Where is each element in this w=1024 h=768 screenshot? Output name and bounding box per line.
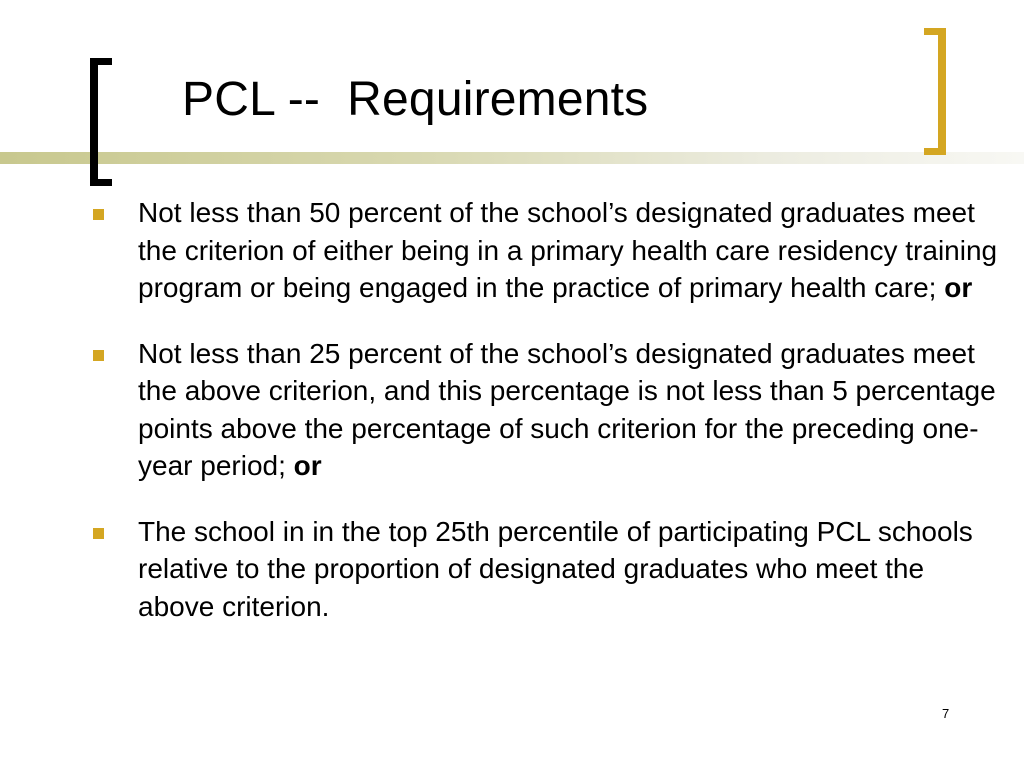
bullet-text: The school in in the top 25th percentile of participating PCL schools relative to the proportion of designated graduates who meet the above criterion. — [138, 515, 973, 622]
square-bullet-icon — [93, 528, 104, 539]
square-bullet-icon — [93, 209, 104, 220]
right-bracket-decoration — [924, 28, 946, 155]
left-bracket-decoration — [90, 58, 112, 186]
bullet-item — [92, 194, 1002, 307]
title-underline-bar — [0, 152, 1024, 164]
bullet-emphasis: or — [944, 272, 973, 303]
page-number: 7 — [942, 706, 950, 721]
slide-title: PCL -- Requirements — [182, 73, 649, 126]
bullet-item — [92, 335, 1002, 485]
bullet-text: Not less than 50 percent of the school’s designated graduates meet the criterion of either being in a primary health care residency training program or being engaged in the practice of primary health care; — [138, 197, 998, 303]
square-bullet-icon — [93, 350, 104, 361]
bullet-item — [92, 513, 1002, 626]
bullet-list — [92, 194, 1002, 625]
bullet-text: Not less than 25 percent of the school’s designated graduates meet the above criterion, and this percentage is not less than 5 percentage points above the percentage of such criterion for the preceding one-year period; — [138, 337, 996, 481]
bullet-emphasis: or — [293, 450, 322, 481]
